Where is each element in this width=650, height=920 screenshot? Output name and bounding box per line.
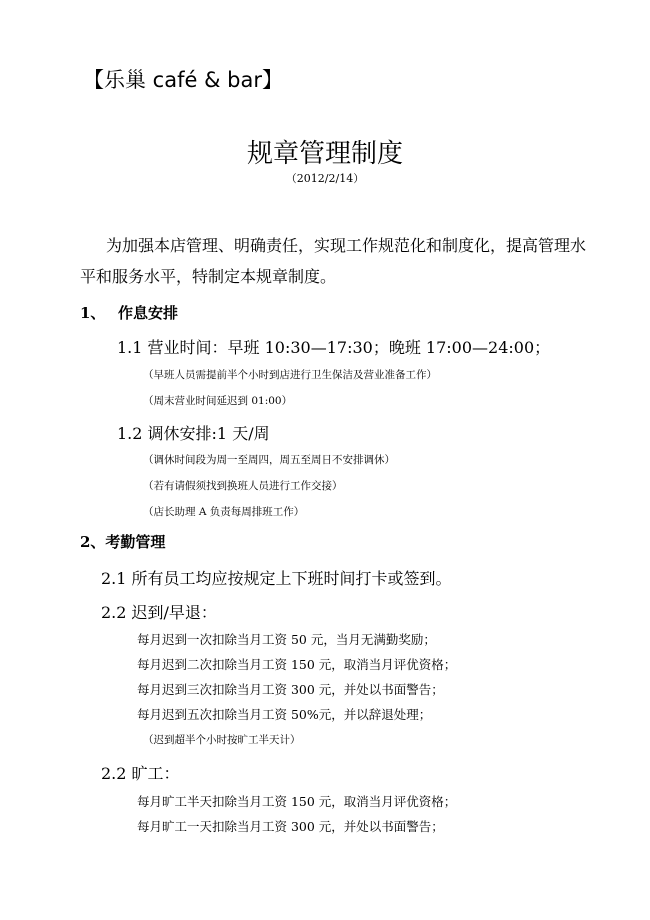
item-1-1-note-1: （早班人员需提前半个小时到店进行卫生保洁及营业准备工作） xyxy=(143,369,437,381)
section-2-title: 2、考勤管理 xyxy=(80,533,166,551)
document-date: （2012/2/14） xyxy=(285,172,365,185)
item-1-2-label: 1.2 调休安排:1 天/周 xyxy=(117,424,270,443)
item-1-2-note-3: （店长助理 A 负责每周排班工作） xyxy=(143,506,305,518)
section-1-title: 作息安排 xyxy=(118,304,179,322)
item-1-1-label: 1.1 营业时间：早班 10:30—17:30；晚班 17:00—24:00； xyxy=(117,338,551,357)
item-2-1-text: 2.1 所有员工均应按规定上下班时间打卡或签到。 xyxy=(101,569,452,588)
item-1-2-note-2: （若有请假须找到换班人员进行工作交接） xyxy=(143,480,343,492)
intro-line-2: 平和服务水平，特制定本规章制度。 xyxy=(80,267,337,286)
item-2-2-label: 2.2 迟到/早退： xyxy=(101,603,217,622)
absence-rule-2: 每月旷工一天扣除当月工资 300 元，并处以书面警告； xyxy=(137,819,444,834)
item-1-1-note-2: （周末营业时间延迟到 01:00） xyxy=(143,395,293,407)
item-1-2-note-1: （调休时间段为周一至周四，周五至周日不安排调休） xyxy=(143,454,395,466)
late-rule-4: 每月迟到五次扣除当月工资 50%元，并以辞退处理； xyxy=(137,707,432,722)
late-rule-3: 每月迟到三次扣除当月工资 300 元，并处以书面警告； xyxy=(137,682,444,697)
late-rule-1: 每月迟到一次扣除当月工资 50 元，当月无满勤奖励； xyxy=(137,632,436,647)
intro-line-1: 为加强本店管理、明确责任，实现工作规范化和制度化，提高管理水 xyxy=(106,236,587,255)
brand-heading: 【乐巢 café & bar】 xyxy=(83,68,283,92)
page-title: 规章管理制度 xyxy=(246,139,403,169)
late-rule-note: （迟到超半个小时按旷工半天计） xyxy=(143,734,301,746)
absence-rule-1: 每月旷工半天扣除当月工资 150 元，取消当月评优资格； xyxy=(137,794,457,809)
late-rule-2: 每月迟到二次扣除当月工资 150 元，取消当月评优资格； xyxy=(137,657,457,672)
item-2-3-label: 2.2 旷工： xyxy=(101,764,180,783)
section-1-number: 1、 xyxy=(80,304,106,322)
